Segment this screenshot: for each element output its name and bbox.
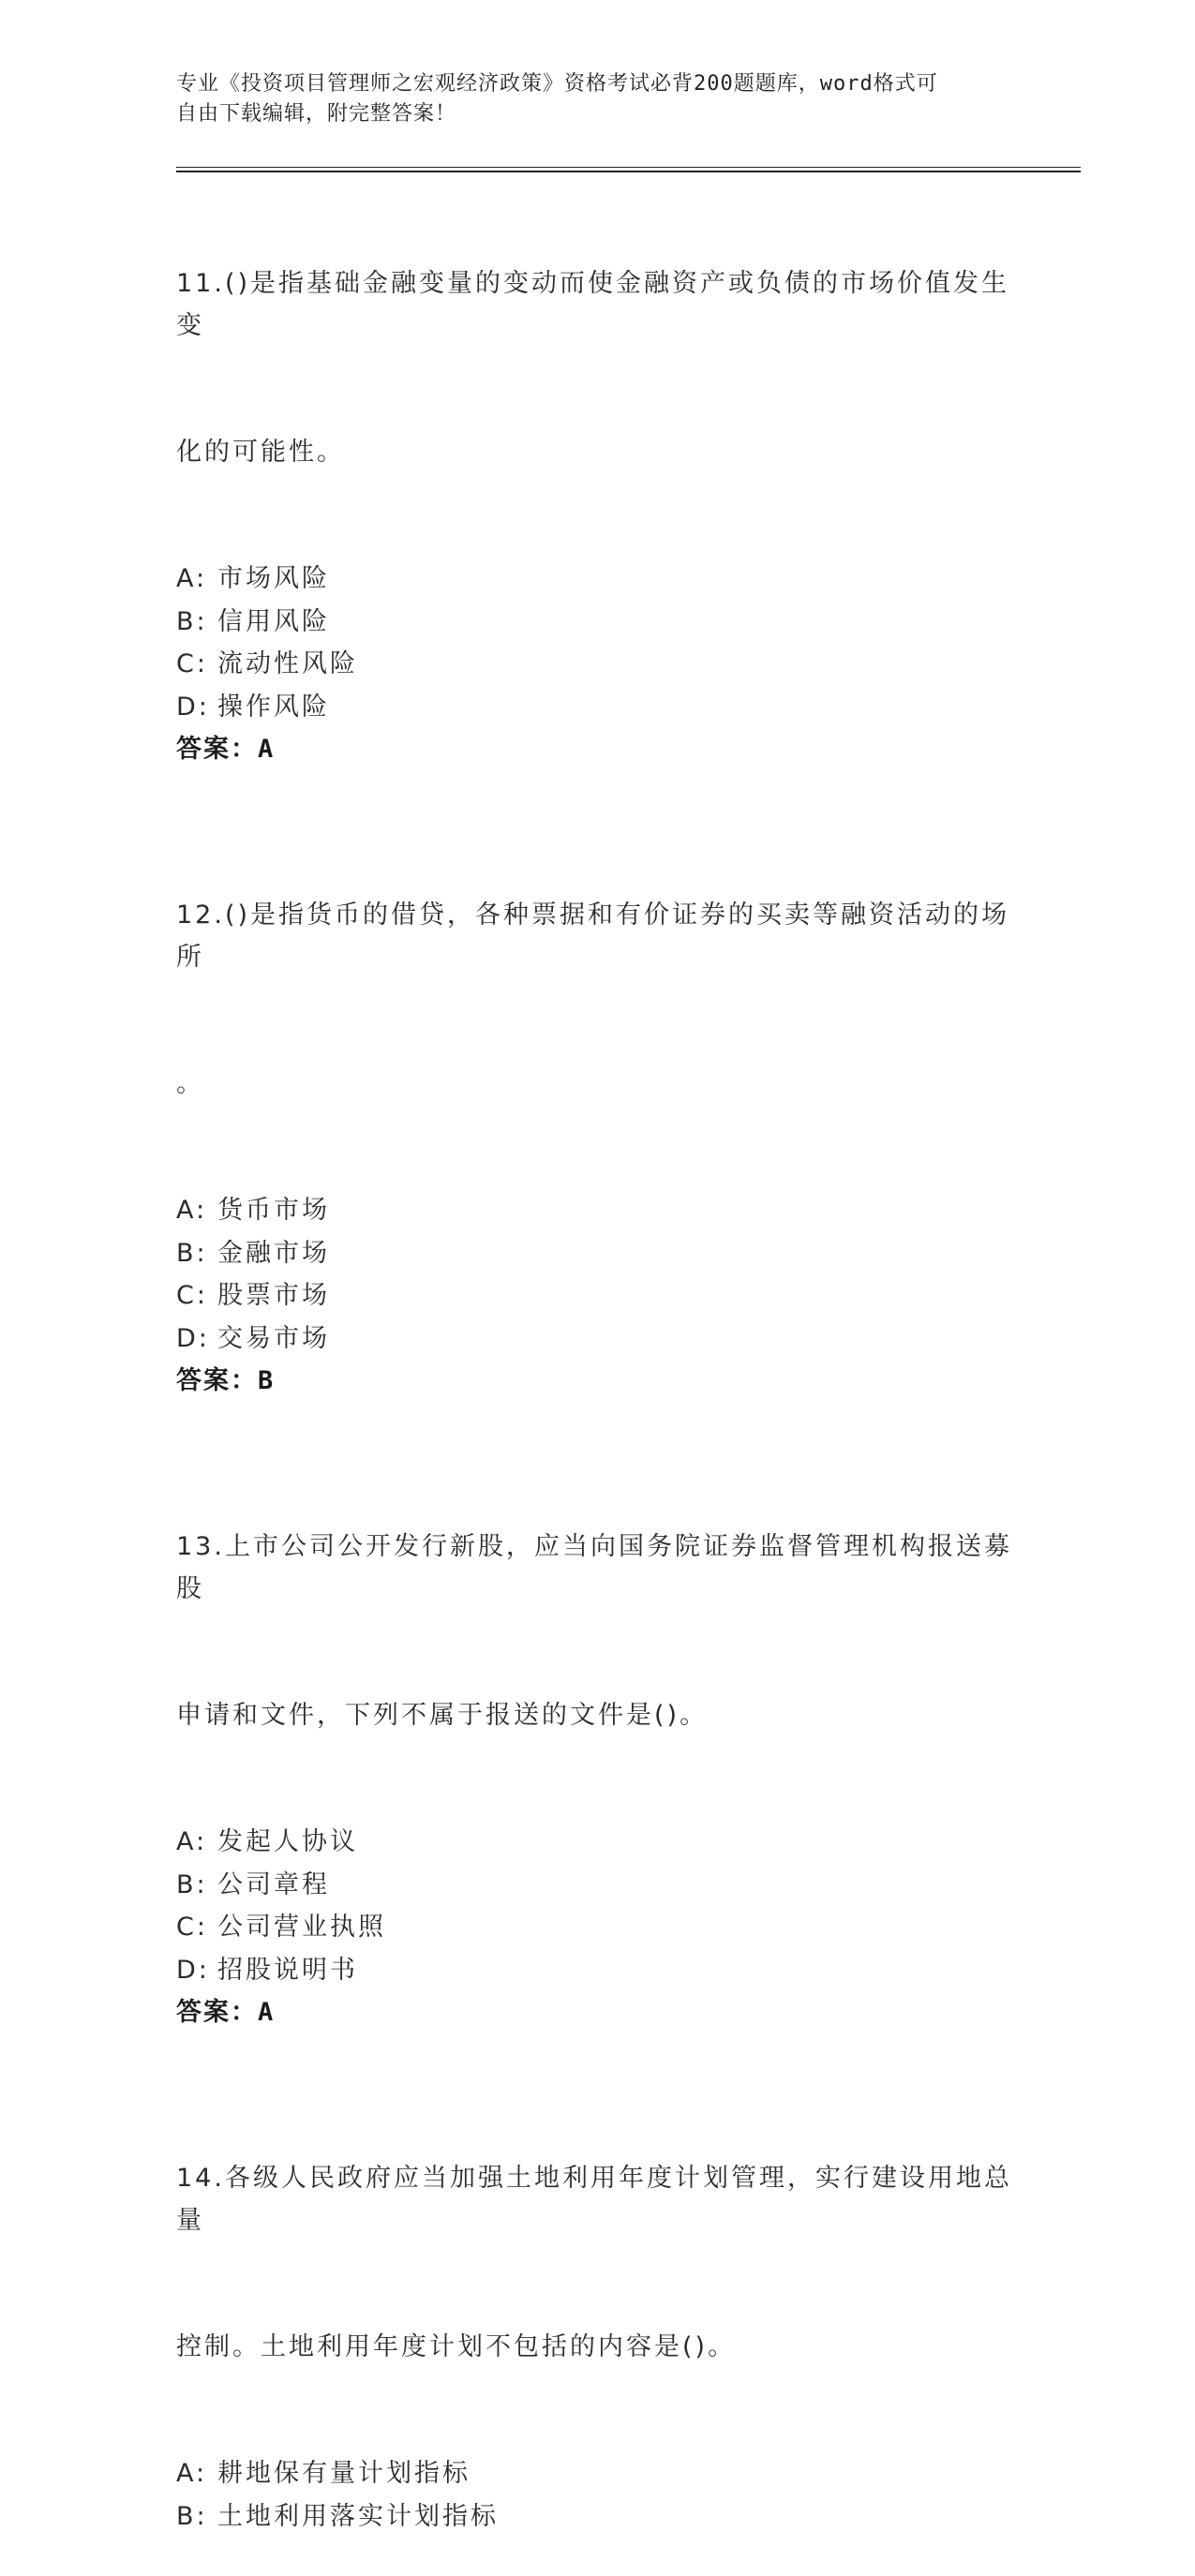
option-c bbox=[176, 1906, 1020, 1949]
option-key: A: bbox=[176, 564, 208, 593]
question-stem bbox=[176, 2073, 1020, 2452]
option-b bbox=[176, 1864, 1020, 1907]
option-key: A: bbox=[176, 1196, 208, 1225]
option-b bbox=[176, 2495, 1020, 2539]
question-12 bbox=[176, 810, 1020, 1403]
option-text: 发起人协议 bbox=[217, 1827, 358, 1856]
option-c bbox=[176, 643, 1020, 686]
question-11 bbox=[176, 178, 1020, 771]
question-stem-line-2: 申请和文件，下列不属于报送的文件是()。 bbox=[176, 1701, 709, 1730]
question-stem-line-2: 控制。土地利用年度计划不包括的内容是()。 bbox=[176, 2332, 737, 2361]
option-text: 货币市场 bbox=[217, 1196, 330, 1225]
option-key: D: bbox=[176, 1323, 210, 1353]
option-key: A: bbox=[176, 2459, 208, 2488]
option-text: 信用风险 bbox=[217, 606, 330, 636]
option-text: 招股说明书 bbox=[217, 1955, 358, 1985]
option-c bbox=[176, 1274, 1020, 1318]
option-text: 耕地保有量计划指标 bbox=[217, 2459, 471, 2488]
option-text: 金融市场 bbox=[217, 1238, 330, 1268]
option-a bbox=[176, 1189, 1020, 1232]
answer-line: 答案：B bbox=[176, 1366, 276, 1395]
question-stem-line-1: 11.()是指基础金融变量的变动而使金融资产或负债的市场价值发生变 bbox=[176, 269, 1010, 340]
option-a bbox=[176, 558, 1020, 601]
document-header bbox=[176, 69, 1001, 129]
header-line-2: 自由下载编辑，附完整答案！ bbox=[176, 102, 457, 126]
question-stem-line-2: 。 bbox=[176, 1069, 204, 1098]
answer-line: 答案：A bbox=[176, 735, 276, 764]
question-list bbox=[176, 178, 1020, 2576]
question-stem bbox=[176, 178, 1020, 558]
option-d bbox=[176, 686, 1020, 729]
option-key: D: bbox=[176, 692, 210, 722]
header-divider-thick bbox=[176, 171, 1081, 172]
option-text: 市场风险 bbox=[217, 564, 330, 593]
question-stem-line-2: 化的可能性。 bbox=[176, 438, 345, 467]
option-key: A: bbox=[176, 1827, 208, 1856]
option-text: 公司章程 bbox=[217, 1869, 330, 1899]
option-text: 操作风险 bbox=[217, 692, 330, 722]
option-key: B: bbox=[176, 606, 208, 636]
option-key: B: bbox=[176, 1869, 208, 1899]
option-key: B: bbox=[176, 2501, 208, 2531]
option-key: C: bbox=[176, 1281, 208, 1310]
option-text: 交易市场 bbox=[217, 1323, 330, 1353]
header-line-1: 专业《投资项目管理师之宏观经济政策》资格考试必背200题题库，word格式可 bbox=[176, 72, 938, 96]
option-a bbox=[176, 1821, 1020, 1864]
question-stem-line-1: 12.()是指货币的借贷，各种票据和有价证券的买卖等融资活动的场所 bbox=[176, 901, 1010, 972]
question-14 bbox=[176, 2073, 1020, 2538]
question-stem-line-1: 14.各级人民政府应当加强土地利用年度计划管理，实行建设用地总量 bbox=[176, 2164, 1012, 2235]
option-key: C: bbox=[176, 649, 208, 678]
question-stem bbox=[176, 1441, 1020, 1821]
question-stem-line-1: 13.上市公司公开发行新股，应当向国务院证券监督管理机构报送募股 bbox=[176, 1532, 1012, 1603]
option-text: 土地利用落实计划指标 bbox=[217, 2501, 499, 2531]
option-text: 流动性风险 bbox=[217, 649, 358, 678]
answer-line: 答案：A bbox=[176, 1998, 276, 2027]
option-key: B: bbox=[176, 1238, 208, 1268]
option-b bbox=[176, 601, 1020, 644]
option-b bbox=[176, 1232, 1020, 1275]
option-d bbox=[176, 1949, 1020, 1992]
option-key: D: bbox=[176, 1955, 210, 1985]
header-divider-thin bbox=[176, 167, 1081, 168]
option-text: 公司营业执照 bbox=[217, 1913, 386, 1942]
option-d bbox=[176, 1318, 1020, 1361]
question-13 bbox=[176, 1441, 1020, 2034]
option-key: C: bbox=[176, 1913, 208, 1942]
option-text: 股票市场 bbox=[217, 1281, 330, 1310]
option-a bbox=[176, 2452, 1020, 2495]
question-stem bbox=[176, 810, 1020, 1189]
